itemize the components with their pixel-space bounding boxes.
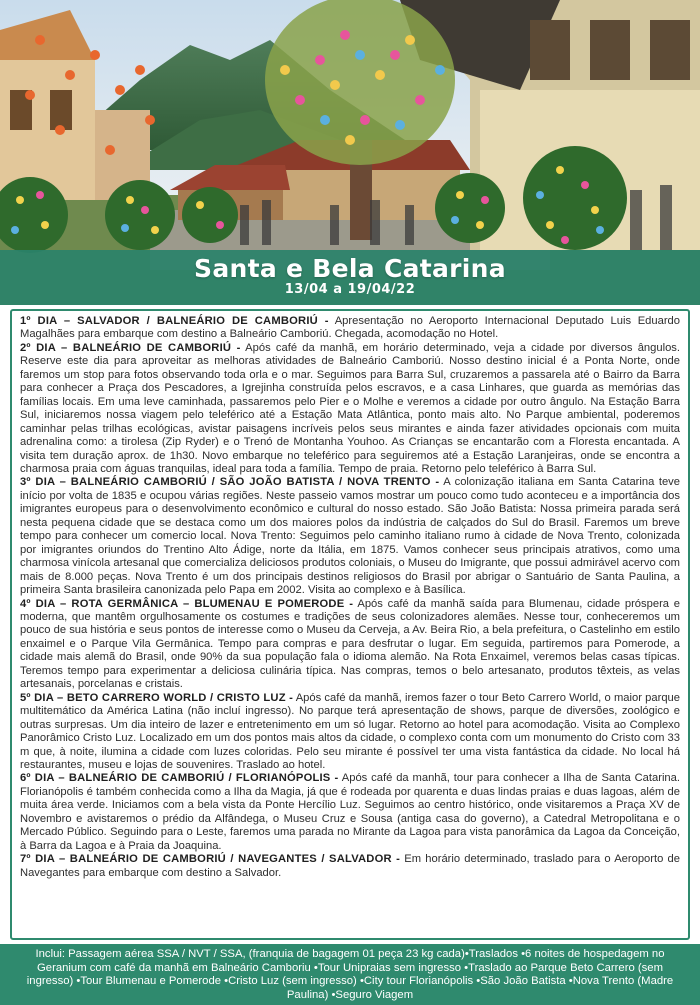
page-title: Santa e Bela Catarina: [194, 254, 506, 283]
itinerary-box: [10, 309, 690, 940]
day-description: Apresentação no Aeroporto Internacional Deputado Luis Eduardo Magalhães para embarque com destino a Balneário Camboriú. Chegada, acomodação no Hotel.: [20, 315, 680, 341]
itinerary-day-2: [20, 342, 680, 477]
itinerary-day-6: [20, 772, 680, 853]
trip-dates: 13/04 a 19/04/22: [284, 282, 416, 297]
day-description: Após café da manhã saída para Blumenau, cidade próspera e moderna, que mantêm orgulhosamente os costumes e tradições de seus colonizadores alemães. Nesse tour, conheceremos um pouco de sua história e seus pontos de interesse como o Museu da Cerveja, a Av. Beira Rio, a bela prefeitura, o Castelinho em estilo enxaimel e o Parque Vila Germânica. Tempo para compras e para desfrutar o lugar. Em seguida, partiremos para Pomerode, a cidade mais alemã do Brasil, onde 90% da sua população fala o idioma alemão. Na Rota Enxaimel, veremos belas casas típicas. Teremos tempo para experimentar a deliciosa culinária típica. Nas compras, temos o belo artesanato, produtos têxteis, as velas artesanais, porcelanas e cristais.: [20, 597, 680, 691]
itinerary-day-4: [20, 598, 680, 692]
day-heading: 3º DIA – BALNEÁRIO CAMBORIÚ / SÃO JOÃO BATISTA / NOVA TRENTO -: [20, 476, 440, 489]
itinerary-day-1: [20, 315, 680, 342]
day-heading: 2º DIA – BALNEÁRIO DE CAMBORIÚ -: [20, 341, 241, 354]
day-heading: 5º DIA – BETO CARRERO WORLD / CRISTO LUZ -: [20, 691, 294, 704]
itinerary-day-7: [20, 853, 680, 880]
day-heading: 4º DIA – ROTA GERMÂNICA – BLUMENAU E POMERODE -: [20, 597, 354, 610]
day-description: Após café da manhã, tour para conhecer a Ilha de Santa Catarina. Florianópolis é também conhecida como a Ilha da Magia, já que é rodeada por quarenta e duas lindas praias e duas lagoas, além de muita área verde. Iniciamos com a bela vista da Ponte Hercílio Luz. Seguimos ao centro histórico, onde visitaremos a Praça XV de Novembro e avistaremos o prédio da Alfândega, o Museu Cruz e Sousa (antiga casa do governo), a Catedral Metropolitana e o Mercado Público. Seguindo para o Leste, faremos uma parada no Mirante da Lagoa para vista panorâmica da Lagoa da Conceição, à Barra da Lagoa e à Praia da Joaquina.: [20, 772, 680, 852]
day-description: Em horário determinado, traslado para o Aeroporto de Navegantes para embarque com destino a Salvador.: [20, 853, 680, 879]
itinerary-day-3: [20, 476, 680, 597]
day-description: A colonização italiana em Santa Catarina teve início por volta de 1835 e ocupou várias regiões. Neste passeio vamos mostrar um pouco como tudo aconteceu e a importância dos imigrantes europeus para o desenvolvimento econômico e cultural do nosso estado. São João Batista: Nossa primeira parada será nesta pequena cidade que se destaca como um dos maiores polos da indústria de calçados do Sul do Brasil. Faremos um breve tempo para conhecer um comercio local. Nova Trento: Seguimos pelo caminho italiano rumo à cidade de Nova Trento, colonizada por imigrantes oriundos do Trentino Alto Ádige, norte da Itália, em 1875. Vamos conhecer seus principais atrativos, como uma charmosa vinícola artesanal que comercializa deliciosos produtos coloniais, o Museu do Imigrante, que possui admirável acervo com mais de 8.000 peças. Nova Trento é um dos principais destinos religiosos do Brasil por abrigar o Santuário de Santa Paulina, a primeira Santa brasileira canonizada pelo Papa em 2002. Visita ao complexo e à Basílica.: [20, 476, 680, 597]
day-description: Após café da manhã, em horário determinado, veja a cidade por diversos ângulos. Reserve este dia para aproveitar as melhoras atividades de Balneário Camboriú. Nosso destino inicial é a Ponta Norte, onde faremos um stop para fotos observando toda orla e o mar. Seguimos para Barra Sul, cruzaremos a passarela até o Bairro da Barra para conhecer a Praça dos Pescadores, a Igrejinha construída pelos escravos, e a casa Linhares, que guarda as memórias das famílias locais. Em uma leve caminhada, passaremos pelo Pier e o Molhe e veremos a cidade por outro ângulo. Na Estação Barra Sul, iniciaremos nossa viagem pelo teleférico até a Estação Mata Atlântica, ponto mais alto. No Parque ambiental, poderemos caminhar pelas trilhas ecológicas, avistar paisagens incríveis pelos seus mirantes e ainda fazer atividades opcionais com muita adrenalina como: a tirolesa (Zip Ryder) e o Trenó de Montanha Youhoo. As Crianças se encantarão com a Floresta encantada. A visita tem duração aprox. de 1h30. Novo embarque no teleférico para seguiremos até a Estação Laranjeiras, onde se encontra a charmosa praia com águas tranquilas, ideal para toda a família. Tempo de praia. Retorno pelo teleférico à Barra Sul.: [20, 341, 680, 475]
day-heading: 6º DIA – BALNEÁRIO DE CAMBORIÚ / FLORIANÓPOLIS -: [20, 772, 339, 785]
includes-text: Inclui: Passagem aérea SSA / NVT / SSA, (franquia de bagagem 01 peça 23 kg cada)•Traslados •6 noites de hospedagem no Geranium com café da manhã em Balneário Camboriu •Tour Unipraias sem ingresso •Traslado ao Parque Beto Carrero (sem ingresso) •Tour Blumenau e Pomerode •Cristo Luz (sem ingresso) •City tour Florianópolis •São João Batista •Nova Trento (Madre Paulina) •Seguro Viagem: [26, 948, 674, 1001]
day-heading: 7º DIA – BALNEÁRIO DE CAMBORIÚ / NAVEGANTES / SALVADOR -: [20, 853, 401, 866]
title-band: [0, 250, 700, 305]
day-heading: 1º DIA – SALVADOR / BALNEÁRIO DE CAMBORIÚ -: [20, 315, 329, 327]
day-description: Após café da manhã, iremos fazer o tour Beto Carrero World, o maior parque multitemático da América Latina (não incluí ingresso). No parque terá apresentação de shows, parque de diversões, zoológico e outras surpresas. Um dia inteiro de lazer e entretenimento em um só lugar. Retorno ao hotel para acomodação. Visita ao Complexo Panorâmico Cristo Luz. Localizado em um dos pontos mais altos da cidade, o complexo conta com um monumento do Cristo com 33 m que, à noite, ilumina a cidade com luzes coloridas. Pelo seu mirante é possível ter uma vista fantástica da cidade. No local há restaurantes, museu e lojas de souvenires. Traslado ao hotel.: [20, 691, 680, 771]
includes-footer: [0, 944, 700, 1005]
itinerary-day-5: [20, 692, 680, 773]
